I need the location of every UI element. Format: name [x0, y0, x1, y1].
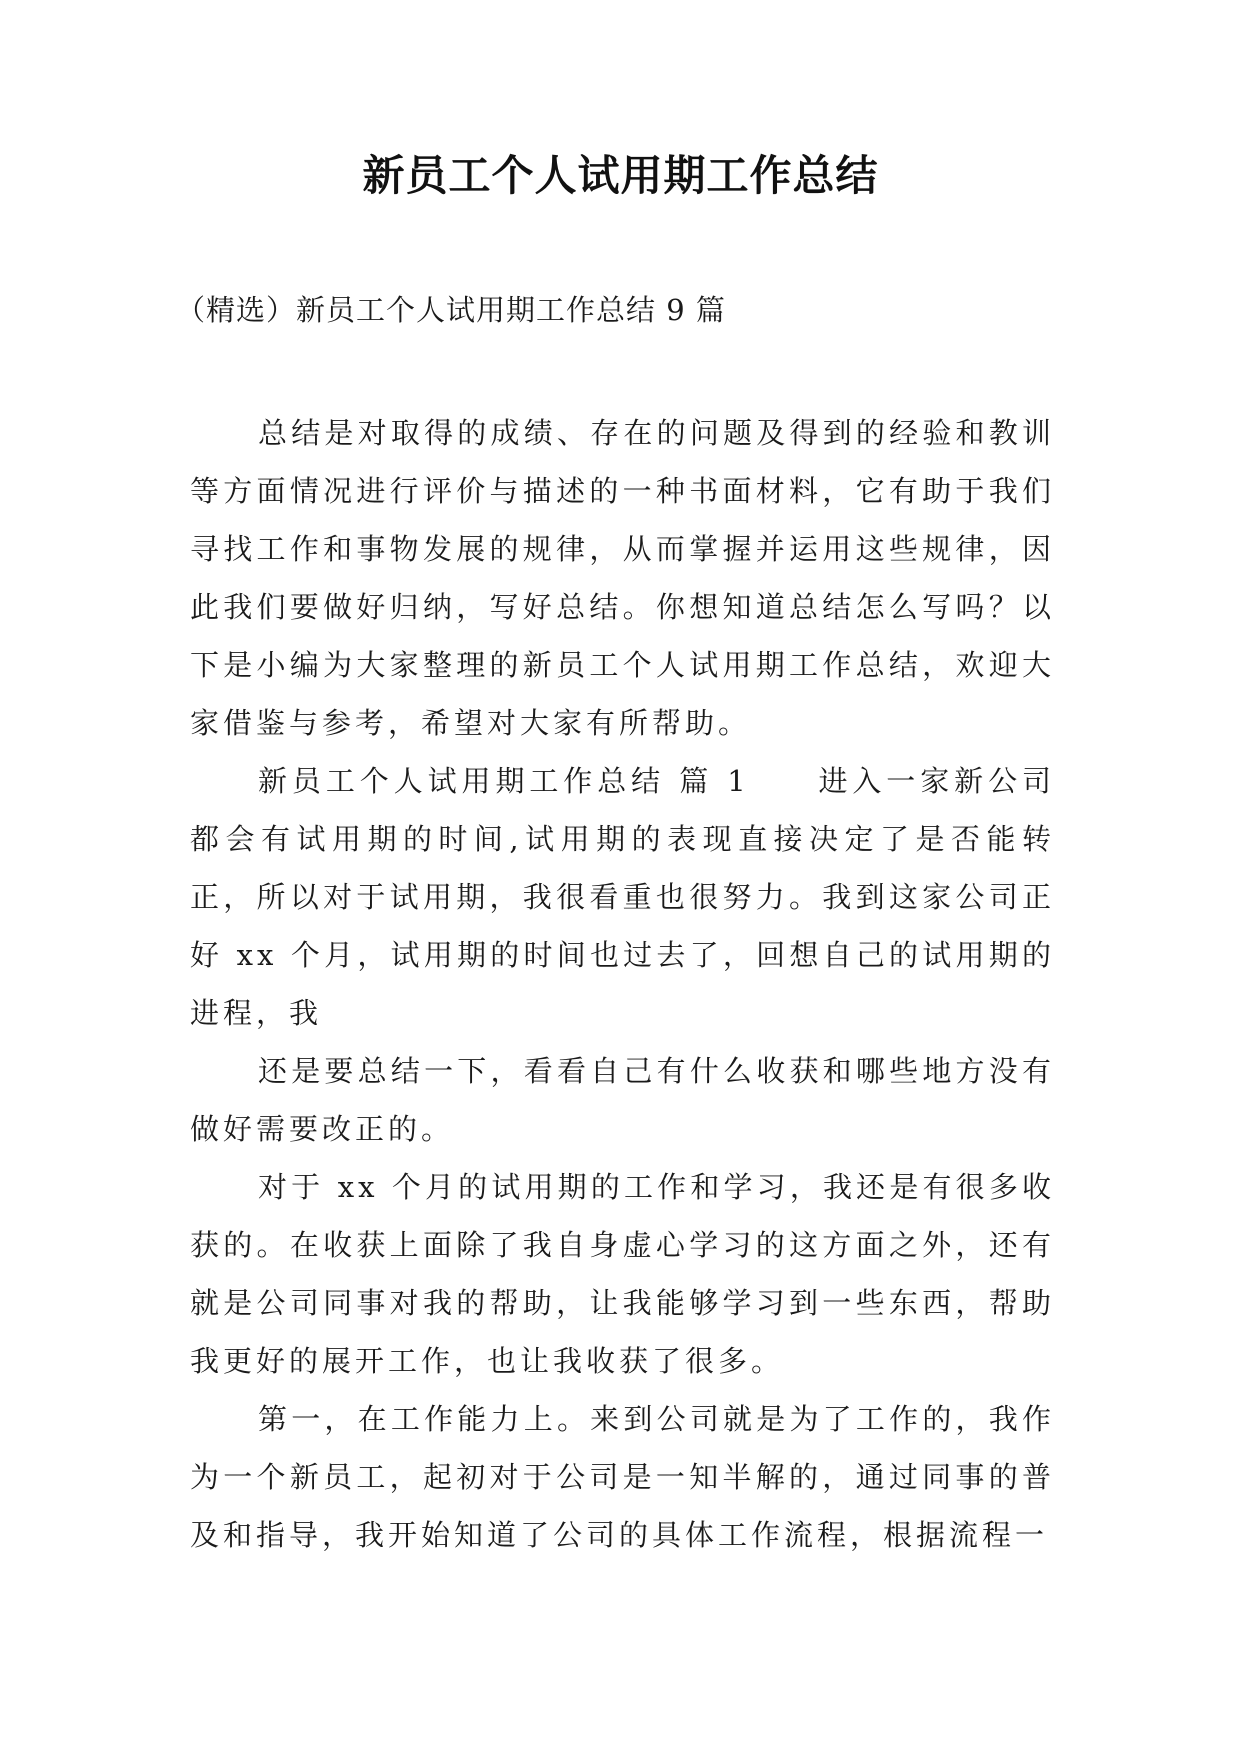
document-title: 新员工个人试用期工作总结 [362, 151, 879, 200]
paragraph-gains: 对于 xx 个月的试用期的工作和学习，我还是有很多收获的。在收获上面除了我自身虚心学习的这方面之外，还有就是公司同事对我的帮助，让我能够学习到一些东西，帮助我更好的展开工作，也让我收获了很多。 [190, 1170, 1055, 1378]
document-subtitle: （精选）新员工个人试用期工作总结 9 篇 [176, 293, 726, 327]
paragraph-reflection: 还是要总结一下，看看自己有什么收获和哪些地方没有做好需要改正的。 [190, 1054, 1055, 1146]
paragraph-section-1: 新员工个人试用期工作总结 篇 1 进入一家新公司都会有试用期的时间,试用期的表现直接决定了是否能转正，所以对于试用期，我很看重也很努力。我到这家公司正好 xx 个月，试用期的时间也过去了，回想自己的试用期的进程，我 [190, 764, 1055, 1030]
document-body [190, 404, 1055, 1564]
paragraph-intro: 总结是对取得的成绩、存在的问题及得到的经验和教训等方面情况进行评价与描述的一种书面材料，它有助于我们寻找工作和事物发展的规律，从而掌握并运用这些规律，因此我们要做好归纳，写好总结。你想知道总结怎么写吗？以下是小编为大家整理的新员工个人试用期工作总结，欢迎大家借鉴与参考，希望对大家有所帮助。 [190, 416, 1055, 740]
paragraph-first-point: 第一，在工作能力上。来到公司就是为了工作的，我作为一个新员工，起初对于公司是一知半解的，通过同事的普及和指导，我开始知道了公司的具体工作流程，根据流程一 [190, 1402, 1055, 1552]
